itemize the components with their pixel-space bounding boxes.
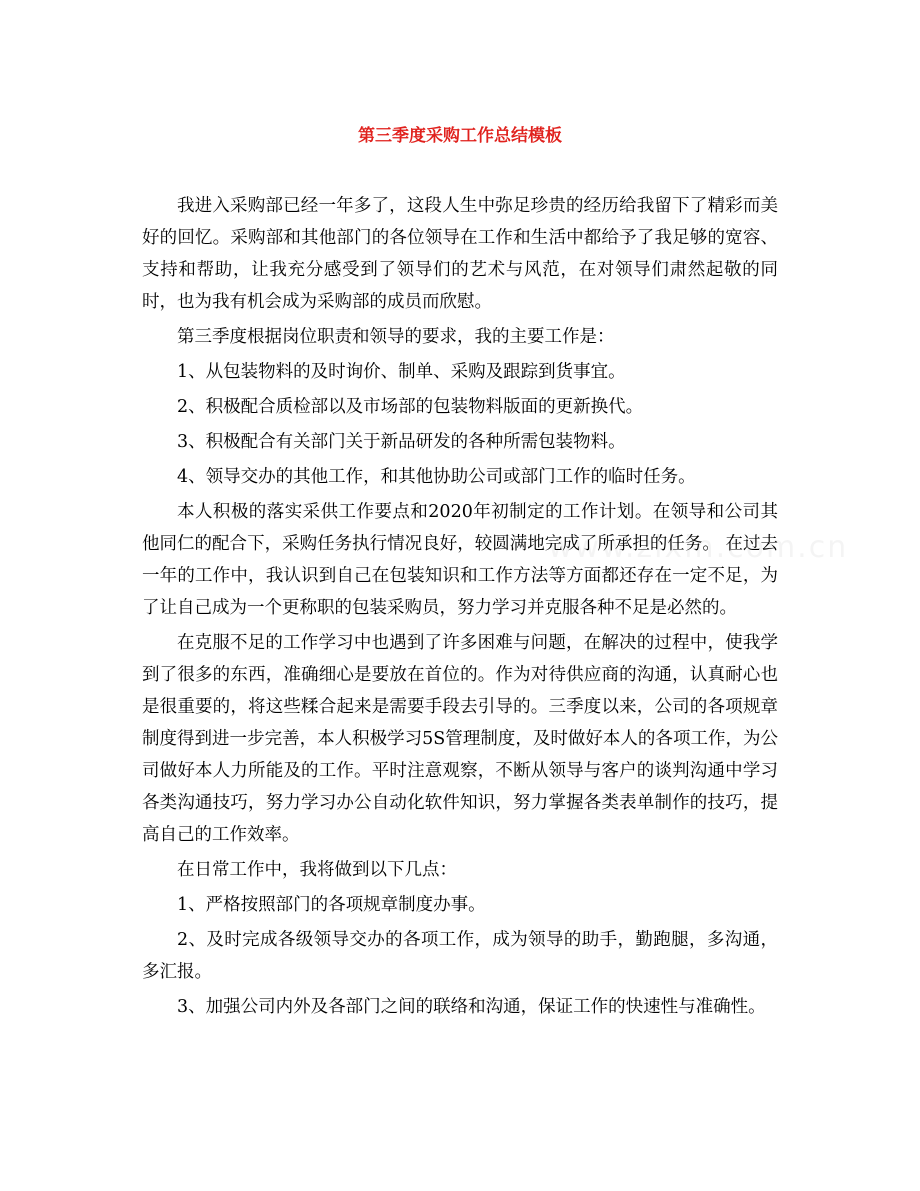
list-item-point-1: 1、严格按照部门的各项规章制度办事。 [177, 895, 486, 915]
paragraph-points-heading: 在日常工作中，我将做到以下几点： [177, 860, 457, 880]
list-item-point-3: 3、加强公司内外及各部门之间的联络和沟通，保证工作的快速性与准确性。 [177, 997, 766, 1017]
paragraph-learning: 在克服不足的工作学习中也遇到了许多困难与问题，在解决的过程中，使我学到了很多的东西，准确细心是要放在首位的。作为对待供应商的沟通，认真耐心也是很重要的，将这些糅合起来是需要手段去引导的。三季度以来，公司的各项规章制度得到进一步完善，本人积极学习5S管理制度，及时做好本人的各项工作，为公司做好本人力所能及的工作。平时注意观察，不断从领导与客户的谈判沟通中学习各类沟通技巧，努力学习办公自动化软件知识，努力掌握各类表单制作的技巧，提高自己的工作效率。 [142, 633, 778, 845]
paragraph-work-plan: 本人积极的落实采供工作要点和2020年初制定的工作计划。在领导和公司其他同仁的配合下，采购任务执行情况良好，较圆满地完成了所承担的任务。 在过去一年的工作中，我认识到自己在包装知识和工作方法等方面都还存在一定不足，为了让自己成为一个更称职的包装采购员，努力学习并克服各种不足是必然的。 [142, 502, 778, 618]
list-item-point-2: 2、及时完成各级领导交办的各项工作，成为领导的助手，勤跑腿，多沟通，多汇报。 [142, 930, 778, 982]
paragraph-intro: 我进入采购部已经一年多了，这段人生中弥足珍贵的经历给我留下了精彩而美好的回忆。采购部和其他部门的各位领导在工作和生活中都给予了我足够的宽容、支持和帮助，让我充分感受到了领导们的艺术与风范，在对领导们肃然起敬的同时，也为我有机会成为采购部的成员而欣慰。 [142, 196, 778, 312]
document-body [142, 190, 778, 1026]
list-item-duty-4: 4、领导交办的其他工作，和其他协助公司或部门工作的临时任务。 [177, 467, 696, 487]
document-title: 第三季度采购工作总结模板 [358, 126, 562, 146]
paragraph-duties-heading: 第三季度根据岗位职责和领导的要求，我的主要工作是： [177, 327, 615, 347]
list-item-duty-3: 3、积极配合有关部门关于新品研发的各种所需包装物料。 [177, 432, 626, 452]
list-item-duty-1: 1、从包装物料的及时询价、制单、采购及跟踪到货事宜。 [177, 362, 626, 382]
list-item-duty-2: 2、积极配合质检部以及市场部的包装物料版面的更新换代。 [177, 397, 644, 417]
